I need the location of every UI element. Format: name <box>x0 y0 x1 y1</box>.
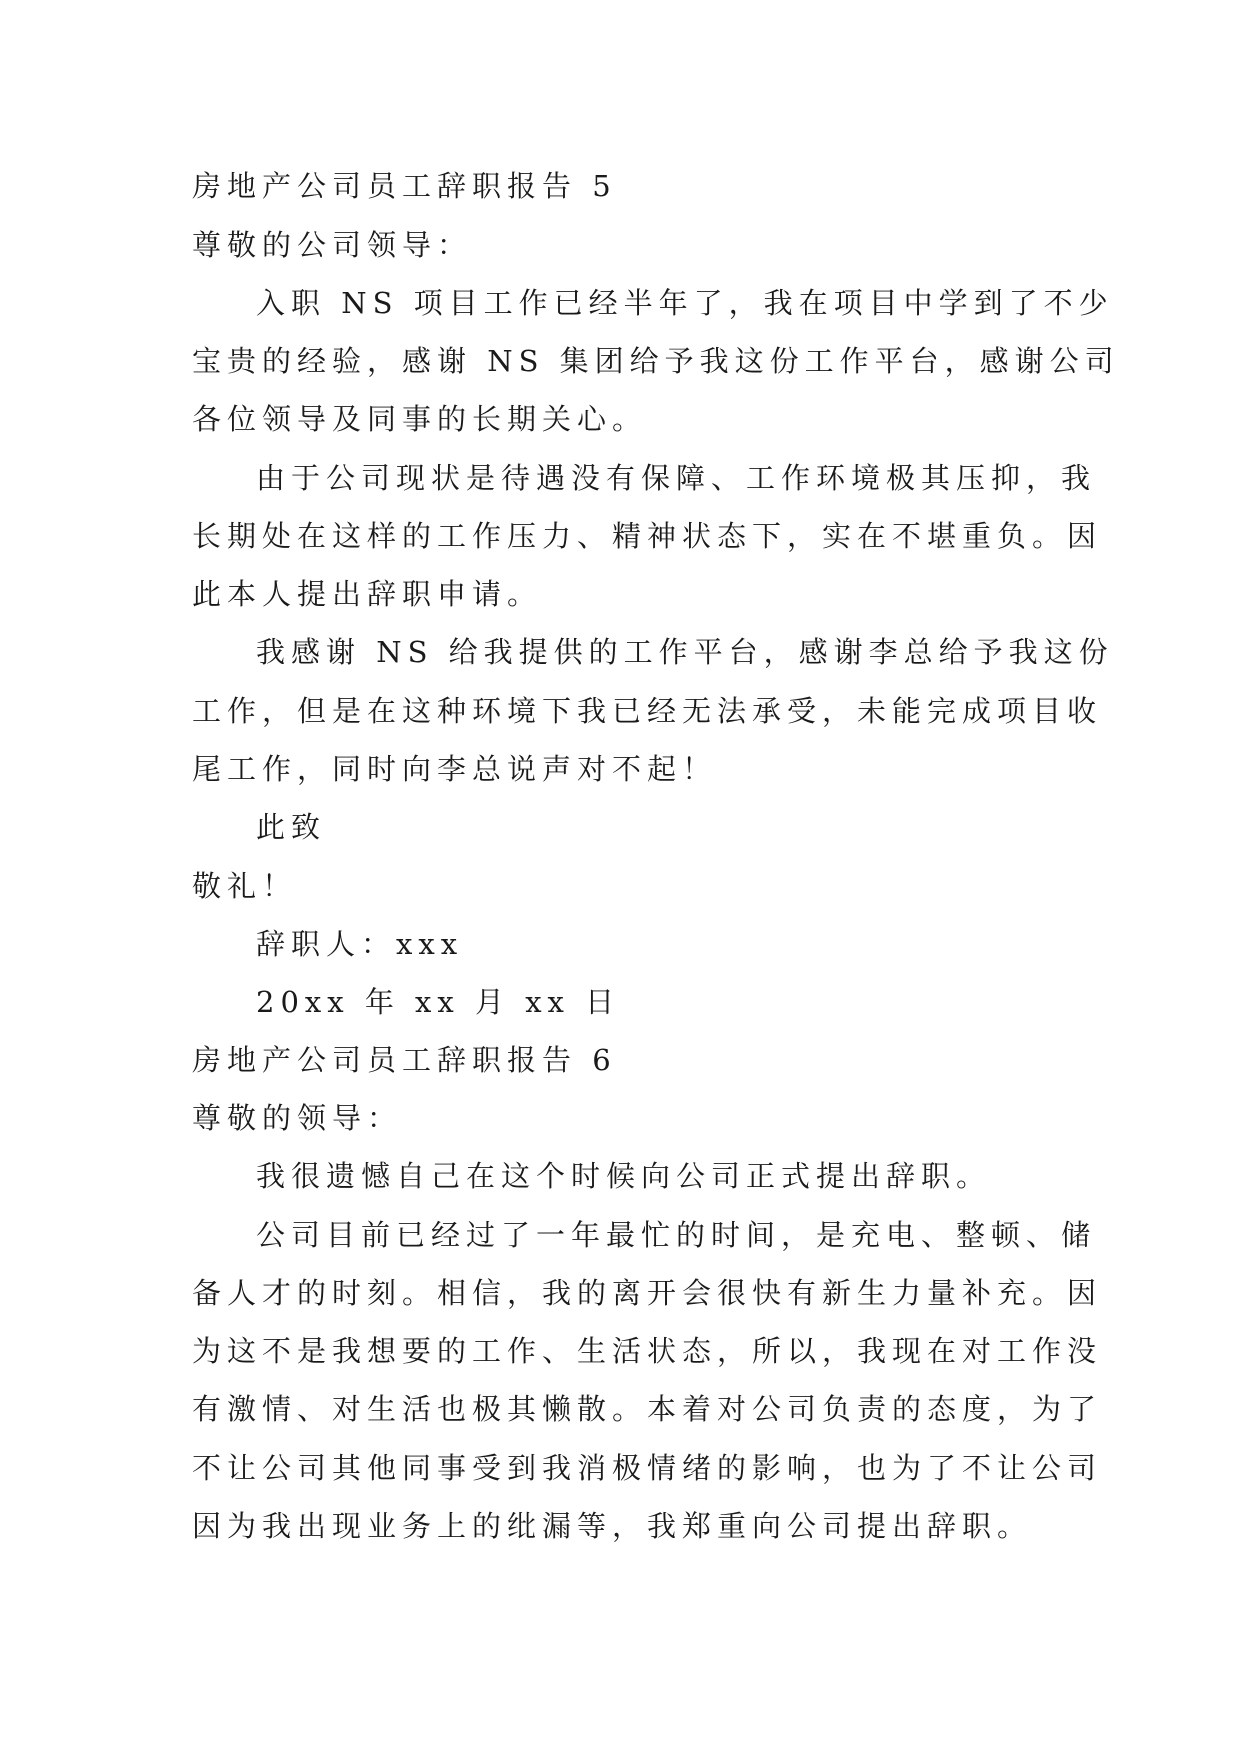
paragraph-line: 由于公司现状是待遇没有保障、工作环境极其压抑，我 <box>256 461 1097 495</box>
paragraph-line: 因为我出现业务上的纰漏等，我郑重向公司提出辞职。 <box>192 1509 1033 1543</box>
paragraph-line: 我感谢 NS 给我提供的工作平台，感谢李总给予我这份 <box>256 635 1114 669</box>
paragraph-line: 公司目前已经过了一年最忙的时间，是充电、整顿、储 <box>256 1218 1097 1252</box>
paragraph-line: 宝贵的经验，感谢 NS 集团给予我这份工作平台，感谢公司 <box>192 344 1120 378</box>
paragraph-line: 我很遗憾自己在这个时候向公司正式提出辞职。 <box>256 1159 992 1193</box>
paragraph-line: 有激情、对生活也极其懒散。本着对公司负责的态度，为了 <box>192 1392 1103 1426</box>
closing-regards: 敬礼！ <box>192 869 298 903</box>
paragraph-line: 不让公司其他同事受到我消极情绪的影响，也为了不让公司 <box>192 1451 1103 1485</box>
report-5-salutation: 尊敬的公司领导： <box>192 228 473 262</box>
paragraph-line: 为这不是我想要的工作、生活状态，所以，我现在对工作没 <box>192 1334 1103 1368</box>
paragraph-line: 备人才的时刻。相信，我的离开会很快有新生力量补充。因 <box>192 1276 1103 1310</box>
signature-date: 20xx 年 xx 月 xx 日 <box>256 985 621 1019</box>
paragraph-line: 各位领导及同事的长期关心。 <box>192 402 648 436</box>
paragraph-line: 入职 NS 项目工作已经半年了，我在项目中学到了不少 <box>256 286 1114 320</box>
paragraph-line: 此本人提出辞职申请。 <box>192 577 543 611</box>
paragraph-line: 长期处在这样的工作压力、精神状态下，实在不堪重负。因 <box>192 519 1103 553</box>
report-5-title: 房地产公司员工辞职报告 5 <box>192 169 617 203</box>
report-6-title: 房地产公司员工辞职报告 6 <box>192 1043 617 1077</box>
paragraph-line: 工作，但是在这种环境下我已经无法承受，未能完成项目收 <box>192 694 1103 728</box>
paragraph-line: 尾工作，同时向李总说声对不起！ <box>192 752 718 786</box>
closing-line: 此致 <box>256 810 327 844</box>
signature-name: 辞职人：xxx <box>256 927 464 961</box>
report-6-salutation: 尊敬的领导： <box>192 1101 403 1135</box>
